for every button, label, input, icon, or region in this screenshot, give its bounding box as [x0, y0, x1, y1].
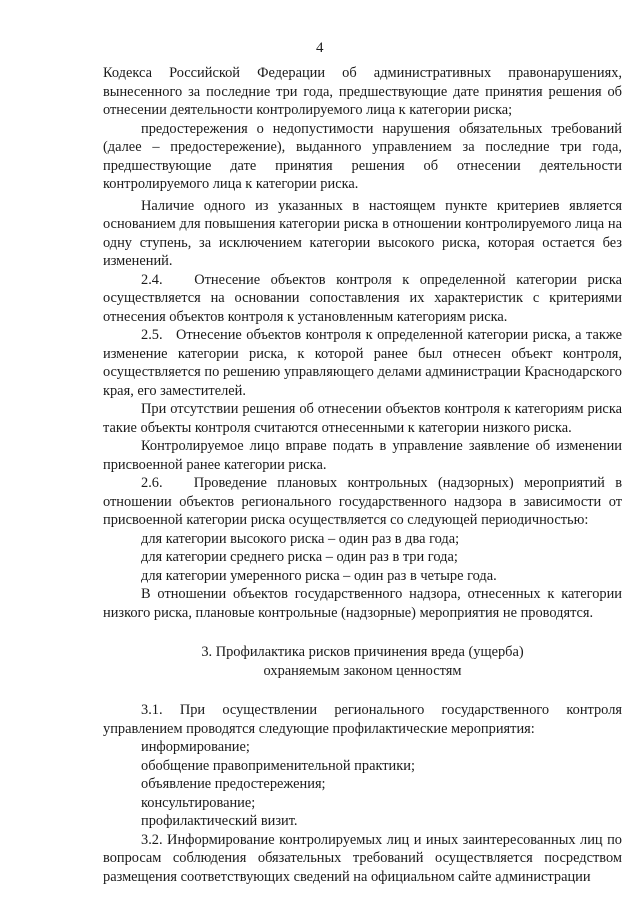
list-item: информирование; [141, 739, 250, 755]
section-heading [103, 643, 622, 680]
paragraph: 3.2. Информирование контролируемых лиц и иных заинтересованных лиц по вопросам соблюдения обязательных требований осуществляется посредством размещения соответствующих сведений на официальном сайте администрации [103, 831, 622, 885]
list-item: для категории умеренного риска – один раз в четыре года. [141, 567, 497, 584]
list-item: для категории высокого риска – один раз в два года; [141, 530, 460, 547]
paragraph: Контролируемое лицо вправе подать в управление заявление об изменении присвоенной ранее категории риска. [103, 438, 622, 473]
paragraph: В отношении объектов государственного надзора, отнесенных к категории низкого риска, плановые контрольные (надзорные) мероприятия не проводятся. [103, 586, 622, 621]
paragraph: 2.5. Отнесение объектов контроля к определенной категории риска, а также изменение категории риска, к которой ранее был отнесен объект контроля, осуществляется по решению управляющего делами администрации Краснодарского края, его заместителей. [103, 327, 622, 399]
section-heading-line: охраняемым законом ценностям [263, 662, 462, 679]
paragraph: Кодекса Российской Федерации об административных правонарушениях, вынесенного за последние три года, предшествующие дате принятия решения об отнесении деятельности контролируемого лица к категории риска; [103, 65, 622, 118]
document-body [103, 64, 622, 886]
paragraph: 3.1. При осуществлении регионального государственного контроля управлением проводятся следующие профилактические мероприятия: [103, 702, 622, 737]
prevention-list [103, 738, 622, 831]
section-heading-line: 3. Профилактика рисков причинения вреда (ущерба) [201, 644, 524, 660]
paragraph: 2.4. Отнесение объектов контроля к определенной категории риска осуществляется на основании сопоставления их характеристик с критериями отнесения объектов контроля к установленным категориям риска. [103, 271, 622, 325]
page-number: 4 [316, 40, 324, 56]
paragraph: 2.6. Проведение плановых контрольных (надзорных) мероприятий в отношении объектов регионального государственного надзора в зависимости от присвоенной категории риска осуществляется со следующей периодичностью: [103, 475, 622, 528]
periodicity-list [103, 530, 622, 586]
paragraph: предостережения о недопустимости нарушения обязательных требований (далее – предостережение), выданного управлением за последние три года, предшествующие дате принятия решения об отнесении деятельности контролируемого лица к категории риска. [103, 120, 622, 192]
list-item: для категории среднего риска – один раз в три года; [141, 549, 458, 565]
paragraph: Наличие одного из указанных в настоящем пункте критериев является основанием для повышения категории риска в отношении контролируемого лица на одну ступень, за исключением категории высокого риска, которая остается без изменений. [103, 197, 622, 269]
list-item: профилактический визит. [141, 813, 298, 829]
list-item: обобщение правоприменительной практики; [141, 757, 415, 774]
paragraph: При отсутствии решения об отнесении объектов контроля к категориям риска такие объекты контроля считаются отнесенными к категории низкого риска. [103, 401, 622, 436]
list-item: объявление предостережения; [141, 776, 326, 792]
list-item: консультирование; [141, 794, 256, 811]
